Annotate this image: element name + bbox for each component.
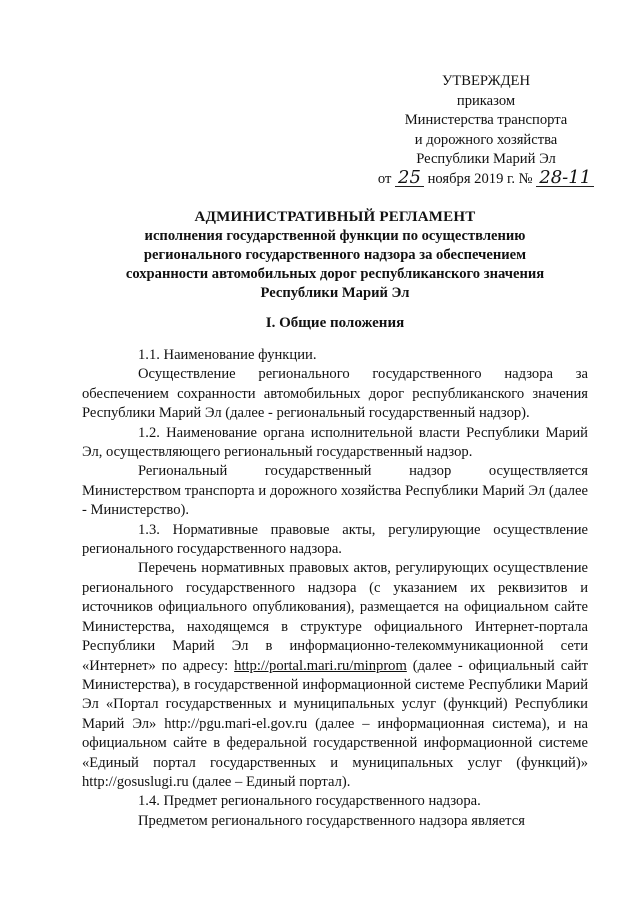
paragraph-subject: Предметом регионального государственного надзора является: [138, 812, 525, 829]
ministry-portal-link[interactable]: http://portal.mari.ru/minprom: [234, 657, 407, 674]
paragraph-1-4: 1.4. Предмет регионального государственного надзора.: [138, 793, 481, 810]
paragraph-legal-acts: [82, 559, 588, 792]
title-line-1: АДМИНИСТРАТИВНЫЙ РЕГЛАМЕНТ: [194, 209, 476, 225]
legal-acts-text-a: Перечень нормативных правовых актов, регулирующих осуществление регионального государственного надзора (с указанием их реквизитов и источников официального опубликования), размещается на официальном сайте Министерства, находящемся в структуре официального Интернет-портала Республики Марий Эл в информационно-телекоммуникационной сети «Интернет» по адресу:: [82, 560, 588, 674]
paragraph-function-description: Осуществление регионального государственного надзора за обеспечением сохранности автомобильных дорог республиканского значения Республики Марий Эл (далее - региональный государственный надзор).: [82, 366, 588, 422]
document-title: [80, 208, 590, 303]
paragraph-1-1: 1.1. Наименование функции.: [138, 347, 317, 363]
paragraph-1-3: 1.3. Нормативные правовые акты, регулирующие осуществление регионального государственного надзора.: [82, 521, 588, 558]
paragraph-1-2: 1.2. Наименование органа исполнительной власти Республики Марий Эл, осуществляющего региональный государственный надзор.: [82, 424, 588, 461]
approval-line-approved: УТВЕРЖДЕН: [442, 73, 530, 89]
legal-acts-text-b: (далее - официальный сайт Министерства), в государственной информационной системе Республики Марий Эл «Портал государственных и муниципальных услуг (функций) Республики Марий Эл» http://pgu.mari-el.gov.ru (далее – информационная система), и на официальном сайте в федеральной государственной информационной системе «Единый портал государственных и муниципальных услуг (функций)» http://gosuslugi.ru (далее – Единый портал).: [82, 657, 589, 790]
handwritten-day: 25: [395, 170, 424, 187]
approval-line-republic: Республики Марий Эл: [416, 151, 556, 167]
date-middle: ноября 2019 г. №: [427, 170, 533, 187]
title-line-4: сохранности автомобильных дорог республиканского значения: [125, 266, 545, 282]
approval-date-line: [360, 166, 612, 190]
approval-line-ministry: Министерства транспорта: [404, 112, 568, 128]
section-heading: I. Общие положения: [265, 315, 405, 331]
title-line-2: исполнения государственной функции по осуществлению: [144, 228, 526, 244]
document-body: [82, 346, 588, 831]
title-line-3: регионального государственного надзора за обеспечением: [143, 247, 527, 263]
paragraph-authority: Региональный государственный надзор осуществляется Министерством транспорта и дорожного хозяйства Республики Марий Эл (далее - Министерство).: [82, 463, 588, 519]
title-line-5: Республики Марий Эл: [260, 285, 410, 301]
handwritten-number: 28-11: [536, 170, 594, 187]
approval-line-roads: и дорожного хозяйства: [414, 131, 558, 148]
approval-stamp: [360, 72, 612, 189]
date-prefix: от: [377, 170, 392, 187]
approval-line-order: приказом: [456, 92, 516, 109]
